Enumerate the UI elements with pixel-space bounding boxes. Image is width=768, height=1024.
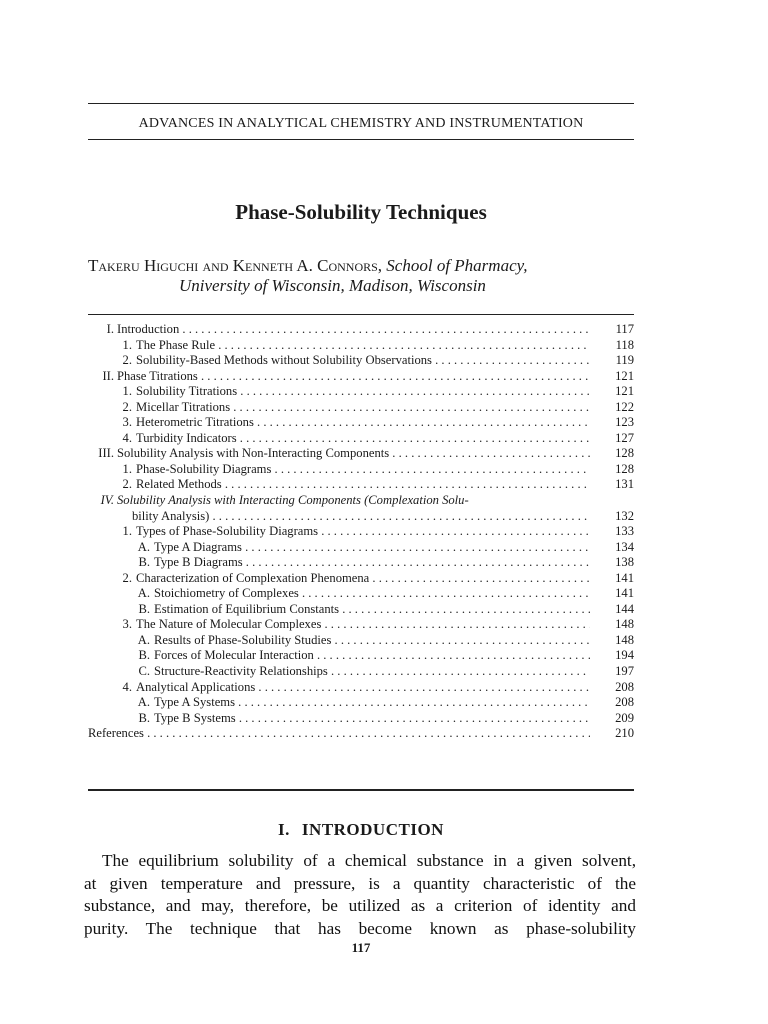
section-title: INTRODUCTION [301, 820, 444, 839]
article-title: Phase-Solubility Techniques [235, 200, 487, 224]
header-rule [88, 139, 634, 140]
toc-entry[interactable]: II. Phase Titrations . . . 121 [88, 369, 634, 385]
toc-entry[interactable]: 1. Phase-Solubility Diagrams . . . 128 [88, 462, 634, 478]
toc-entry[interactable]: 3. Heterometric Titrations . . . 123 [88, 415, 634, 431]
section-heading [88, 820, 634, 840]
top-rule [88, 103, 634, 104]
affiliation-line: University of Wisconsin, Madison, Wisconsin [179, 276, 486, 295]
section-number: I. [278, 820, 290, 839]
toc-entry[interactable]: 2. Solubility-Based Methods without Solubility Observations . . . 119 [88, 353, 634, 369]
toc-entry[interactable]: B. Type B Systems . . . 209 [88, 711, 634, 727]
toc-entry[interactable]: C. Structure-Reactivity Relationships . . . 197 [88, 664, 634, 680]
affiliation: School of Pharmacy, [386, 256, 528, 275]
toc-entry[interactable]: 1. Types of Phase-Solubility Diagrams . . . 133 [88, 524, 634, 540]
toc-bottom-rule [88, 789, 634, 791]
toc-entry[interactable]: III. Solubility Analysis with Non-Interacting Components . . . 128 [88, 446, 634, 462]
toc-entry[interactable]: A. Results of Phase-Solubility Studies . . . 148 [88, 633, 634, 649]
author-conjunction: and [202, 256, 229, 275]
author-name: Takeru Higuchi [88, 256, 199, 275]
paragraph-line: The equilibrium solubility of a chemical substance in a given solvent, [102, 851, 636, 870]
toc-entry[interactable]: A. Stoichiometry of Complexes . . . 141 [88, 586, 634, 602]
toc-top-rule [88, 314, 634, 315]
series-title: ADVANCES IN ANALYTICAL CHEMISTRY AND INSTRUMENTATION [138, 116, 584, 131]
toc-entry[interactable]: B. Estimation of Equilibrium Constants . . . 144 [88, 602, 634, 618]
toc-entry[interactable]: 2. Related Methods . . . 131 [88, 477, 634, 493]
toc-entry[interactable]: 2. Micellar Titrations . . . 122 [88, 400, 634, 416]
toc-entry[interactable]: 3. The Nature of Molecular Complexes . . . 148 [88, 617, 634, 633]
paragraph-line: purity. The technique that has become known as phase-solubility [84, 918, 636, 938]
page-number: 117 [351, 940, 371, 955]
toc-entry[interactable]: 2. Characterization of Complexation Phenomena . . . 141 [88, 571, 634, 587]
author-name: Kenneth A. Connors, [232, 256, 383, 275]
toc-entry[interactable]: References . . . 210 [88, 726, 634, 742]
body-paragraph [84, 850, 636, 940]
toc-entry[interactable]: IV. Solubility Analysis with Interacting Components (Complexation Solu- [100, 493, 469, 508]
author-line [88, 256, 638, 276]
toc-entry[interactable]: B. Type B Diagrams . . . 138 [88, 555, 634, 571]
toc-entry[interactable]: 1. Solubility Titrations . . . 121 [88, 384, 634, 400]
toc-entry[interactable]: 4. Analytical Applications . . . 208 [88, 680, 634, 696]
paragraph-line: at given temperature and pressure, is a quantity characteristic of the [84, 873, 636, 893]
toc-entry[interactable]: B. Forces of Molecular Interaction . . . 194 [88, 648, 634, 664]
author-block [88, 256, 638, 296]
toc-entry[interactable]: I. Introduction . . . 117 [88, 322, 634, 338]
toc-entry[interactable]: bility Analysis) . . . 132 [88, 509, 634, 525]
toc-entry[interactable]: A. Type A Systems . . . 208 [88, 695, 634, 711]
toc-entry[interactable]: A. Type A Diagrams . . . 134 [88, 540, 634, 556]
table-of-contents [88, 322, 634, 742]
toc-entry[interactable]: 4. Turbidity Indicators . . . 127 [88, 431, 634, 447]
paragraph-line: substance, and may, therefore, be utilized as a criterion of identity and [84, 896, 636, 915]
toc-entry[interactable]: 1. The Phase Rule . . . 118 [88, 338, 634, 354]
